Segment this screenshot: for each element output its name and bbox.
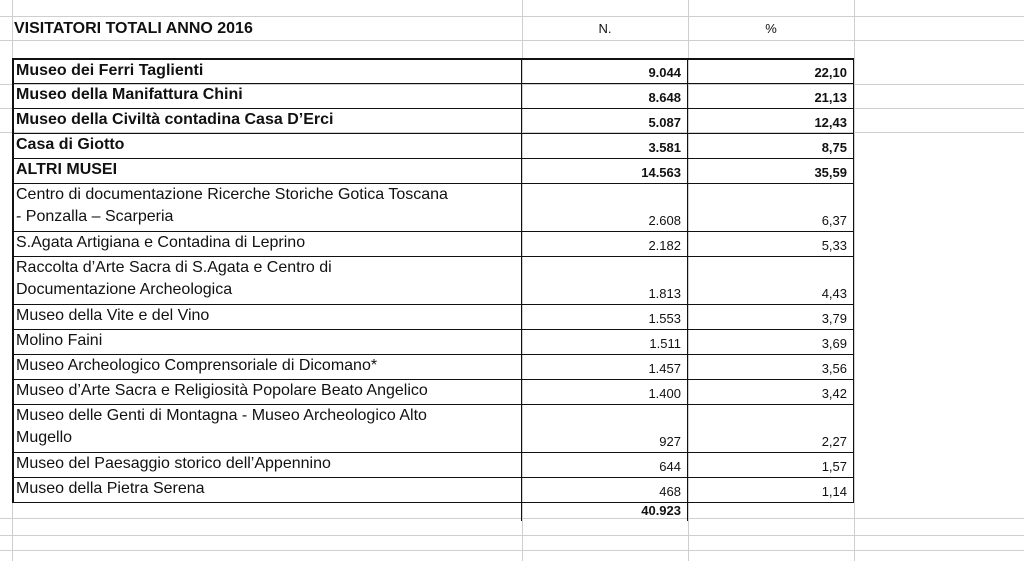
visitors-percent: 4,43 [688, 257, 854, 305]
museum-name: Casa di Giotto [12, 134, 522, 159]
visitors-count: 644 [522, 453, 688, 478]
museum-name: Museo dei Ferri Taglienti [12, 60, 522, 84]
museum-name: S.Agata Artigiana e Contadina di Leprino [12, 232, 522, 257]
visitors-percent: 6,37 [688, 184, 854, 232]
visitors-count: 1.511 [522, 330, 688, 355]
visitors-percent: 8,75 [688, 134, 854, 159]
visitors-percent: 1,14 [688, 478, 854, 503]
visitors-count: 5.087 [522, 109, 688, 134]
visitors-count: 8.648 [522, 84, 688, 109]
table-row [12, 405, 854, 453]
table-row [12, 159, 854, 184]
visitors-count: 2.182 [522, 232, 688, 257]
total-label-cell [12, 503, 522, 521]
museum-name: Museo del Paesaggio storico dell’Appennino [12, 453, 522, 478]
table-row [12, 305, 854, 330]
visitors-count: 14.563 [522, 159, 688, 184]
museum-name-line: Mugello [16, 429, 73, 446]
museum-name [12, 184, 522, 232]
total-row [12, 503, 854, 521]
visitors-percent: 12,43 [688, 109, 854, 134]
museum-name: Museo Archeologico Comprensoriale di Dicomano* [12, 355, 522, 380]
museum-name-line: - Ponzalla – Scarperia [16, 208, 174, 225]
column-header-percent: % [765, 21, 777, 36]
table-row [12, 232, 854, 257]
table-row [12, 60, 854, 84]
visitors-count: 1.553 [522, 305, 688, 330]
grid-line [0, 16, 1024, 17]
visitors-percent: 3,79 [688, 305, 854, 330]
table-row [12, 84, 854, 109]
museum-name-line: Centro di documentazione Ricerche Storiche Gotica Toscana [16, 186, 448, 203]
visitors-percent: 35,59 [688, 159, 854, 184]
museum-name: Museo d’Arte Sacra e Religiosità Popolare Beato Angelico [12, 380, 522, 405]
table-row [12, 478, 854, 503]
visitors-count: 2.608 [522, 184, 688, 232]
grid-line [0, 535, 1024, 536]
museum-name [12, 257, 522, 305]
table-row [12, 355, 854, 380]
museum-name: Museo della Pietra Serena [12, 478, 522, 503]
table-row [12, 257, 854, 305]
museum-name-line: Museo delle Genti di Montagna - Museo Archeologico Alto [16, 407, 427, 424]
museum-name: Museo della Vite e del Vino [12, 305, 522, 330]
visitors-count: 468 [522, 478, 688, 503]
visitors-percent: 1,57 [688, 453, 854, 478]
museum-name: Molino Faini [12, 330, 522, 355]
table-title: VISITATORI TOTALI ANNO 2016 [14, 20, 253, 37]
visitors-percent: 5,33 [688, 232, 854, 257]
visitors-percent: 3,42 [688, 380, 854, 405]
museum-name-line: Documentazione Archeologica [16, 281, 233, 298]
museum-name: ALTRI MUSEI [12, 159, 522, 184]
museum-name-line: Raccolta d’Arte Sacra di S.Agata e Centro di [16, 259, 332, 276]
visitors-count: 1.813 [522, 257, 688, 305]
visitors-percent: 22,10 [688, 60, 854, 84]
grid-line [0, 550, 1024, 551]
visitors-percent: 3,56 [688, 355, 854, 380]
visitors-percent: 3,69 [688, 330, 854, 355]
total-visitors-count: 40.923 [522, 503, 688, 521]
column-header-n: N. [598, 21, 612, 36]
table-row [12, 134, 854, 159]
table-row [12, 109, 854, 134]
museum-name: Museo della Manifattura Chini [12, 84, 522, 109]
museum-name [12, 405, 522, 453]
grid-line [0, 40, 1024, 41]
museum-name: Museo della Civiltà contadina Casa D’Erci [12, 109, 522, 134]
visitors-count: 1.400 [522, 380, 688, 405]
visitors-count: 1.457 [522, 355, 688, 380]
visitors-percent: 21,13 [688, 84, 854, 109]
visitors-count: 3.581 [522, 134, 688, 159]
visitors-count: 9.044 [522, 60, 688, 84]
table-row [12, 330, 854, 355]
visitors-percent: 2,27 [688, 405, 854, 453]
table-row [12, 184, 854, 232]
visitors-count: 927 [522, 405, 688, 453]
table-row [12, 380, 854, 405]
table-row [12, 453, 854, 478]
